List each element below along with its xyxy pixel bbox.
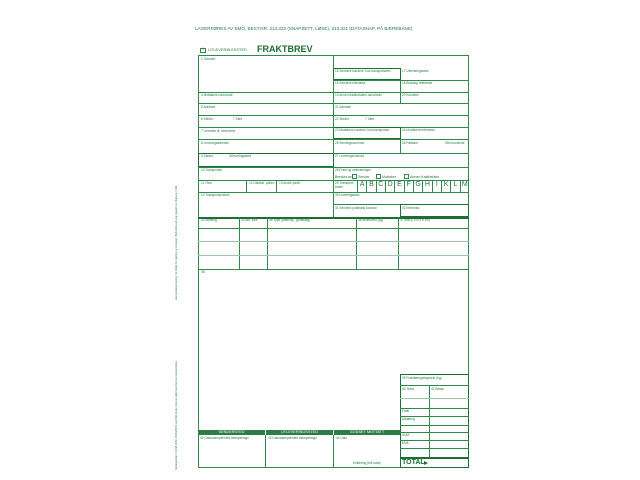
code-D: D [385, 180, 394, 192]
field-21-label: 21 Adresse [335, 105, 351, 109]
code-E: E [394, 180, 403, 192]
field-25-label: 25 Sendingsnummer [335, 141, 365, 145]
frakt-label: Frakt [402, 409, 410, 413]
band-utleveringssted: UTLEVERINGSSTED [266, 430, 333, 435]
field-12-label: 12 Utsekst. pallen [249, 181, 275, 185]
betales-av-label: Betales av [335, 175, 352, 179]
band-godset-mottatt: GODSET MOTTATT [334, 430, 400, 435]
field-7-label: 7 Leverete til, navn/orde [201, 129, 236, 133]
col-34-label: 34 Ant. kolli [241, 218, 258, 222]
field-6-label: 6 Stednr. [201, 117, 214, 121]
margin-text-1: Ansvarsbegrensning: Se Vilkår for lagring og transport. Befordring på veg regulert av Veglova, CMR. [175, 184, 178, 300]
field-1-label: 1 Sender [201, 57, 216, 61]
field-28-label: 28 Frakt og omkostninger [335, 168, 372, 172]
code-C: C [376, 180, 385, 192]
field-39-label: 39 Fraktberegningsvekt (kg) [402, 376, 442, 380]
utkjoring-label: Utkjøring [402, 417, 415, 421]
code-H: H [422, 180, 431, 192]
field-15-label: 15 Senders kundenr. hos transportøren [335, 69, 391, 73]
freight-form [173, 0, 475, 480]
utleveringssted-label: UTLEVERINGSSTED [208, 47, 247, 52]
field-6b-label: 7 Sted [233, 117, 243, 121]
field-9-label: 9 Stednr. [201, 154, 214, 158]
field-27-label: 27 Leveringsinstruks [335, 154, 365, 158]
field-17-label: 17 Utleveringssted [402, 69, 429, 73]
field-11-label: 11 Over [201, 181, 213, 185]
margin-text-2: Retningslinjer: NSAB 2000, 30/10/2004 og EMO-kode. Kopi av vilkår kan fås hos transportøren. [175, 360, 178, 470]
field-13-label: 13 Andre paller [279, 181, 301, 185]
field-22b-label: 7 Sted [365, 117, 375, 121]
field-26b-label: Sted kontrolle [445, 141, 465, 145]
col-36-label: 36 Bruttovekt (kg) [358, 218, 384, 222]
band-sendersted: SENDERSTED [198, 430, 265, 435]
field-4-label: 4 Mottakers navn/orde [201, 93, 233, 97]
box-number-text: 1 [202, 47, 204, 51]
form-title: FRAKTBREV [257, 44, 313, 54]
field-41-label: 41 Beløp [431, 387, 444, 391]
sum-label: SUM [402, 433, 410, 437]
field-10-label: 10 Transportør [201, 168, 222, 172]
header-text: LAGERFØRES AV EMO, BEST.NR. 213.322 (SNAPSETT, LØSE), 213.321 (DATASNAP, PÅ BÆREBANE) [195, 26, 413, 31]
col-33-label: 33 Merking [201, 218, 217, 222]
sender-option: Sender [358, 175, 370, 179]
field-9b-label: Utleveringssted [229, 154, 251, 158]
field-31-label: 31 Senders postbank kontonr. [335, 206, 378, 210]
total-label: TOTAL [402, 459, 425, 466]
field-5-label: 5 Adresse [201, 105, 216, 109]
sender-checkbox[interactable] [352, 174, 357, 179]
field-19-label: 19 Annen fraktbetalers navn/orde [335, 93, 382, 97]
code-K: K [441, 180, 450, 192]
field-16-label: 16 Senders referanse [335, 81, 366, 85]
transport-codes [357, 180, 469, 192]
code-F: F [404, 180, 413, 192]
code-G: G [413, 180, 422, 192]
code-A: A [357, 180, 366, 192]
field-42-label: 42 Dato/stempel/sted stempel/sign [200, 436, 249, 440]
field-14-label: 14 Transportprodukt [201, 193, 230, 197]
annen-option: Annen fraktbetaler [410, 175, 440, 179]
field-8-label: 8 Leveringsadresse [201, 141, 229, 145]
col-37-label: 37 Mål (L x B x H m³) [400, 218, 430, 222]
code-B: B [366, 180, 375, 192]
arrow-right-icon [424, 461, 428, 465]
field-23-label: 23 Mottakers kundenr. hos transportør [335, 128, 390, 132]
col-35-label: 35 Type (pakning - godsslag) [269, 218, 311, 222]
mottaker-checkbox[interactable] [376, 174, 381, 179]
field-24-label: 24 Mottakers referanse [402, 128, 435, 132]
field-43-label: 43 Dato/stempel/sted stempel/sign [268, 436, 317, 440]
code-I: I [432, 180, 441, 192]
field-38-label: 38 [201, 270, 205, 274]
annen-checkbox[interactable] [404, 174, 409, 179]
code-L: L [450, 180, 459, 192]
kvittering-label: Kvittering (full navn) [353, 461, 382, 465]
field-22-label: 22 Stednr. [335, 117, 350, 121]
field-40-label: 40 Tekst [402, 387, 414, 391]
field-29-label: 29 Transport-koder [335, 181, 354, 189]
mottaker-option: Mottaker [382, 175, 396, 179]
field-9-box [198, 153, 334, 167]
field-32-label: 32 Etterkrav [402, 206, 420, 210]
field-30-label: 30 Leveringsdato [335, 193, 360, 197]
field-18-label: 18 Booking referanse [402, 81, 433, 85]
field-26-label: 26 Pallsam [402, 141, 418, 145]
field-20-label: 20 Kundenr. [402, 93, 420, 97]
field-44-label: 44 Dato [336, 436, 348, 440]
mva-label: MVA [402, 441, 409, 445]
code-M: M [460, 180, 469, 192]
